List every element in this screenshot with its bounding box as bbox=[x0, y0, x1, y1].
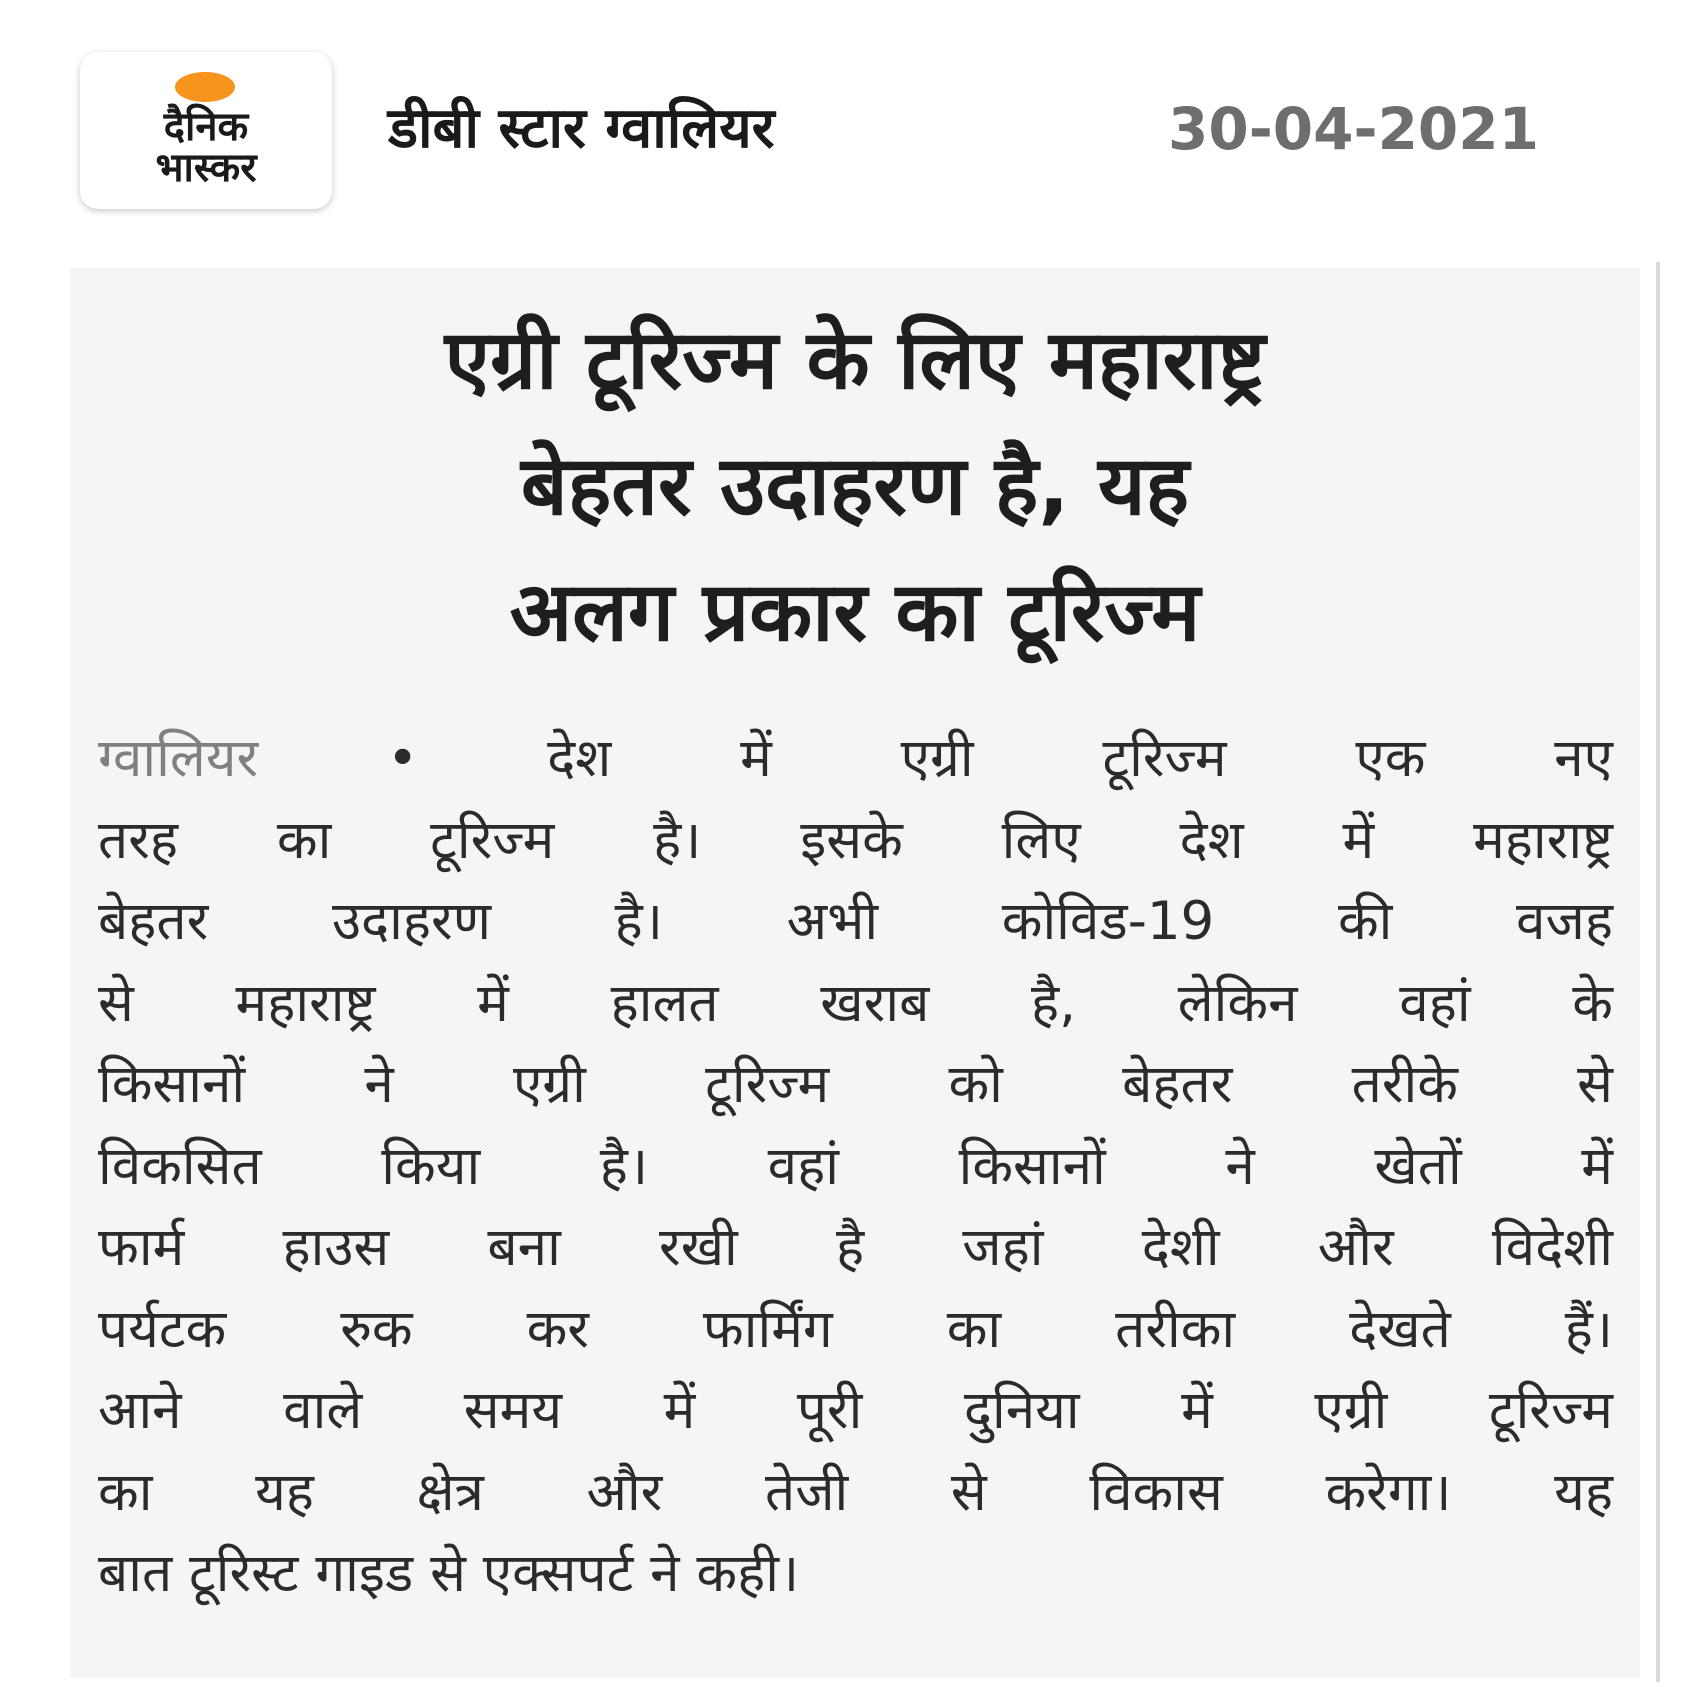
page-edge-divider bbox=[1656, 262, 1660, 1682]
logo-sun-icon bbox=[175, 72, 235, 102]
body-line: का यह क्षेत्र और तेजी से विकास करेगा। यह bbox=[98, 1461, 1613, 1523]
article-headline bbox=[100, 298, 1610, 676]
body-line: पर्यटक रुक कर फार्मिंग का तरीका देखते हैं। bbox=[98, 1298, 1613, 1360]
logo-text-line1: दैनिक bbox=[163, 104, 249, 150]
publication-date: 30-04-2021 bbox=[1168, 95, 1539, 163]
news-clipping bbox=[70, 268, 1640, 1678]
bullet-icon: • bbox=[387, 728, 419, 789]
headline-line: एग्री टूरिज्म के लिए महाराष्ट्र bbox=[444, 313, 1266, 408]
body-line-first bbox=[98, 718, 1613, 800]
article-body bbox=[98, 718, 1613, 1615]
headline-line: अलग प्रकार का टूरिज्म bbox=[509, 565, 1201, 660]
body-line: बेहतर उदाहरण है। अभी कोविड-19 की वजह bbox=[98, 891, 1613, 952]
logo-text-line2: भास्कर bbox=[155, 145, 257, 191]
newspaper-logo bbox=[80, 52, 332, 209]
edition-title: डीबी स्टार ग्वालियर bbox=[388, 96, 775, 161]
body-line: से महाराष्ट्र में हालत खराब है, लेकिन वहां के bbox=[98, 972, 1613, 1034]
body-line: किसानों ने एग्री टूरिज्म को बेहतर तरीके से bbox=[98, 1054, 1613, 1115]
body-line: विकसित किया है। वहां किसानों ने खेतों में bbox=[98, 1135, 1613, 1197]
body-line: तरह का टूरिज्म है। इसके लिए देश में महाराष्ट्र bbox=[98, 809, 1613, 871]
body-line: आने वाले समय में पूरी दुनिया में एग्री टूरिज्म bbox=[98, 1380, 1613, 1441]
body-line: फार्म हाउस बना रखी है जहां देशी और विदेशी bbox=[98, 1217, 1613, 1278]
article-dateline: ग्वालियर bbox=[98, 728, 259, 789]
body-first-line-text: देश में एग्री टूरिज्म एक नए bbox=[547, 728, 1613, 789]
headline-line: बेहतर उदाहरण है, यह bbox=[520, 439, 1190, 534]
body-line: बात टूरिस्ट गाइड से एक्सपर्ट ने कही। bbox=[98, 1543, 800, 1604]
